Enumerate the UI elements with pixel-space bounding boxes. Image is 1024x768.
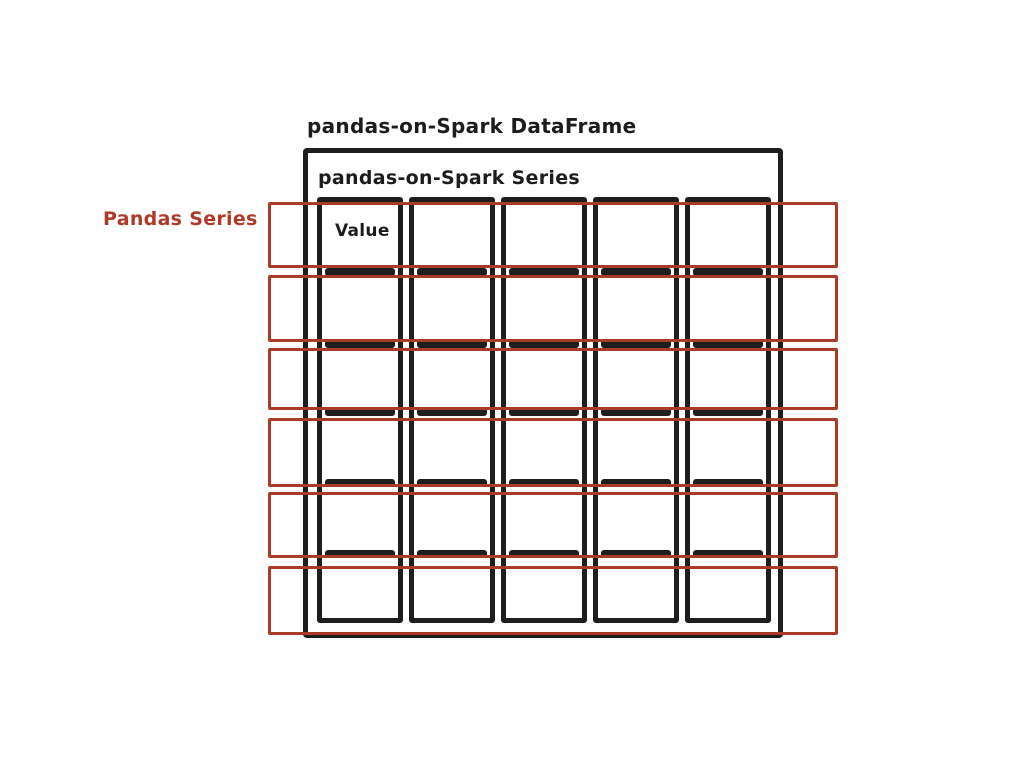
pandas-series-row: [268, 418, 838, 487]
pandas-series-label: Pandas Series: [103, 208, 258, 230]
value-label: Value: [335, 221, 390, 241]
series-label: pandas-on-Spark Series: [318, 167, 581, 189]
pandas-series-row: [268, 348, 838, 410]
pandas-series-row: [268, 492, 838, 558]
pandas-series-row: [268, 566, 838, 635]
pandas-series-row: [268, 275, 838, 342]
dataframe-title: pandas-on-Spark DataFrame: [307, 114, 637, 138]
